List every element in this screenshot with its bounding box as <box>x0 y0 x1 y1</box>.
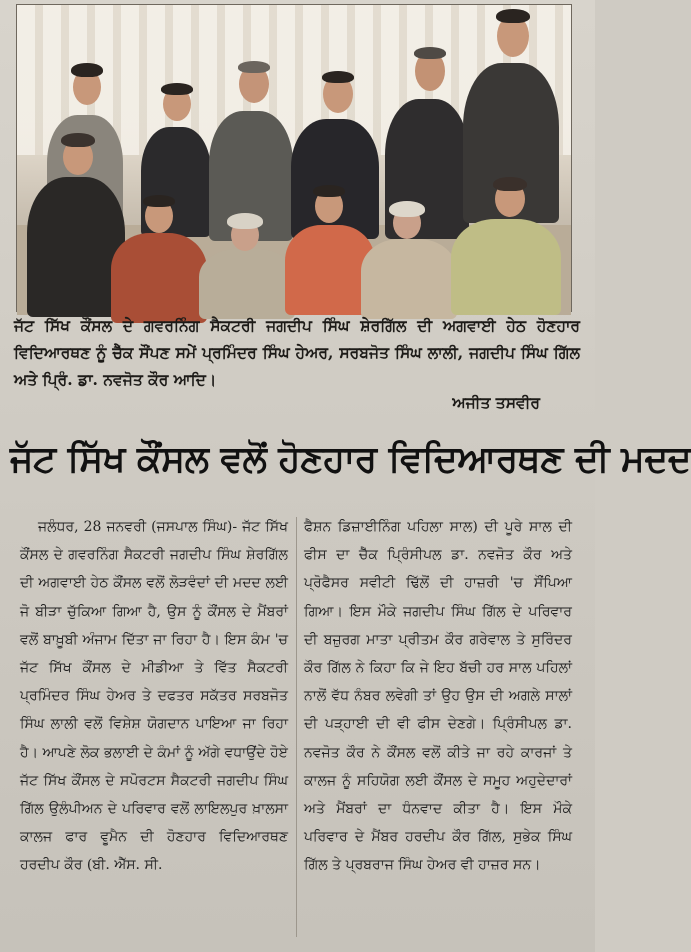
column-divider <box>296 517 297 937</box>
group-photo <box>16 4 572 312</box>
caption-text: ਜੱਟ ਸਿੱਖ ਕੌਂਸਲ ਦੇ ਗਵਰਨਿੰਗ ਸੈਕਟਰੀ ਜਗਦੀਪ ਸਿੰਘ ਸ਼ੇਰਗਿੱਲ ਦੀ ਅਗਵਾਈ ਹੇਠ ਹੋਣਹਾਰ ਵਿਦਿਆਰਥਣ ਨੂੰ ਚੈੱਕ ਸੌਂਪਣ ਸਮੇਂ ਪ੍ਰਮਿੰਦਰ ਸਿੰਘ ਹੇਅਰ, ਸਰਬਜੋਤ ਸਿੰਘ ਲਾਲੀ, ਜਗਦੀਪ ਸਿੰਘ ਗਿੱਲ ਅਤੇ ਪ੍ਰਿੰ. ਡਾ. ਨਵਜੋਤ ਕੌਰ ਆਦਿ। <box>14 316 580 389</box>
article-body <box>14 513 586 945</box>
article-column-left: ਜਲੰਧਰ, 28 ਜਨਵਰੀ (ਜਸਪਾਲ ਸਿੰਘ)- ਜੱਟ ਸਿੱਖ ਕੌਂਸਲ ਦੇ ਗਵਰਨਿੰਗ ਸੈਕਟਰੀ ਜਗਦੀਪ ਸਿੰਘ ਸ਼ੇਰਗਿੱਲ ਦੀ ਅਗਵਾਈ ਹੇਠ ਕੌਂਸਲ ਵਲੋਂ ਲੋੜਵੰਦਾਂ ਦੀ ਮਦਦ ਲਈ ਜੋ ਬੀੜਾ ਚੁੱਕਿਆ ਗਿਆ ਹੈ, ਉਸ ਨੂੰ ਕੌਂਸਲ ਦੇ ਮੈਂਬਰਾਂ ਵਲੋਂ ਬਾਖ਼ੂਬੀ ਅੰਜਾਮ ਦਿੱਤਾ ਜਾ ਰਿਹਾ ਹੈ। ਇਸ ਕੰਮ 'ਚ ਜੱਟ ਸਿੱਖ ਕੌਂਸਲ ਦੇ ਮੀਡੀਆ ਤੇ ਵਿੱਤ ਸੈਕਟਰੀ ਪ੍ਰਮਿੰਦਰ ਸਿੰਘ ਹੇਅਰ ਤੇ ਦਫਤਰ ਸਕੱਤਰ ਸਰਬਜੋਤ ਸਿੰਘ ਲਾਲੀ ਵਲੋਂ ਵਿਸ਼ੇਸ਼ ਯੋਗਦਾਨ ਪਾਇਆ ਜਾ ਰਿਹਾ ਹੈ। ਆਪਣੇ ਲੋਕ ਭਲਾਈ ਦੇ ਕੰਮਾਂ ਨੂੰ ਅੱਗੇ ਵਧਾਉਂਦੇ ਹੋਏ ਜੱਟ ਸਿੱਖ ਕੌਂਸਲ ਦੇ ਸਪੋਰਟਸ ਸੈਕਟਰੀ ਜਗਦੀਪ ਸਿੰਘ ਗਿੱਲ ਉਲੰਪੀਅਨ ਦੇ ਪਰਿਵਾਰ ਵਲੋਂ ਲਾਇਲਪੁਰ ਖ਼ਾਲਸਾ ਕਾਲਜ ਫਾਰ ਵੂਮੈਨ ਦੀ ਹੋਣਹਾਰ ਵਿਦਿਆਰਥਣ ਹਰਦੀਪ ਕੌਰ (ਬੀ. ਐੱਸ. ਸੀ. <box>20 519 288 874</box>
photo-caption <box>14 312 580 416</box>
article-headline: ਜੱਟ ਸਿੱਖ ਕੌਂਸਲ ਵਲੋਂ ਹੋਣਹਾਰ ਵਿਦਿਆਰਥਣ ਦੀ ਮਦਦ <box>10 439 691 480</box>
article-column-right: ਫੈਸ਼ਨ ਡਿਜ਼ਾਈਨਿੰਗ ਪਹਿਲਾ ਸਾਲ) ਦੀ ਪੂਰੇ ਸਾਲ ਦੀ ਫੀਸ ਦਾ ਚੈੱਕ ਪ੍ਰਿੰਸੀਪਲ ਡਾ. ਨਵਜੋਤ ਕੌਰ ਅਤੇ ਪ੍ਰੋਫੈਸਰ ਸਵੀਟੀ ਢਿੱਲੋਂ ਦੀ ਹਾਜ਼ਰੀ 'ਚ ਸੌਂਪਿਆ ਗਿਆ। ਇਸ ਮੌਕੇ ਜਗਦੀਪ ਸਿੰਘ ਗਿੱਲ ਦੇ ਪਰਿਵਾਰ ਦੀ ਬਜ਼ੁਰਗ ਮਾਤਾ ਪ੍ਰੀਤਮ ਕੌਰ ਗਰੇਵਾਲ ਤੇ ਸੁਰਿੰਦਰ ਕੌਰ ਗਿੱਲ ਨੇ ਕਿਹਾ ਕਿ ਜੇ ਇਹ ਬੱਚੀ ਹਰ ਸਾਲ ਪਹਿਲਾਂ ਨਾਲੋਂ ਵੱਧ ਨੰਬਰ ਲਵੇਗੀ ਤਾਂ ਉਹ ਉਸ ਦੀ ਅਗਲੇ ਸਾਲਾਂ ਦੀ ਪੜ੍ਹਾਈ ਦੀ ਵੀ ਫੀਸ ਦੇਣਗੇ। ਪ੍ਰਿੰਸੀਪਲ ਡਾ. ਨਵਜੋਤ ਕੌਰ ਨੇ ਕੌਂਸਲ ਵਲੋਂ ਕੀਤੇ ਜਾ ਰਹੇ ਕਾਰਜਾਂ ਤੇ ਕਾਲਜ ਨੂੰ ਸਹਿਯੋਗ ਲਈ ਕੌਂਸਲ ਦੇ ਸਮੂਹ ਅਹੁਦੇਦਾਰਾਂ ਅਤੇ ਮੈਂਬਰਾਂ ਦਾ ਧੰਨਵਾਦ ਕੀਤਾ ਹੈ। ਇਸ ਮੌਕੇ ਪਰਿਵਾਰ ਦੇ ਮੈਂਬਰ ਹਰਦੀਪ ਕੌਰ ਗਿੱਲ, ਸੁਭੇਕ ਸਿੰਘ ਗਿੱਲ ਤੇ ਪ੍ਰਬਰਾਜ ਸਿੰਘ ਹੇਅਰ ਵੀ ਹਾਜ਼ਰ ਸਨ। <box>304 519 572 874</box>
photo-credit: ਅਜੀਤ ਤਸਵੀਰ <box>452 393 540 412</box>
